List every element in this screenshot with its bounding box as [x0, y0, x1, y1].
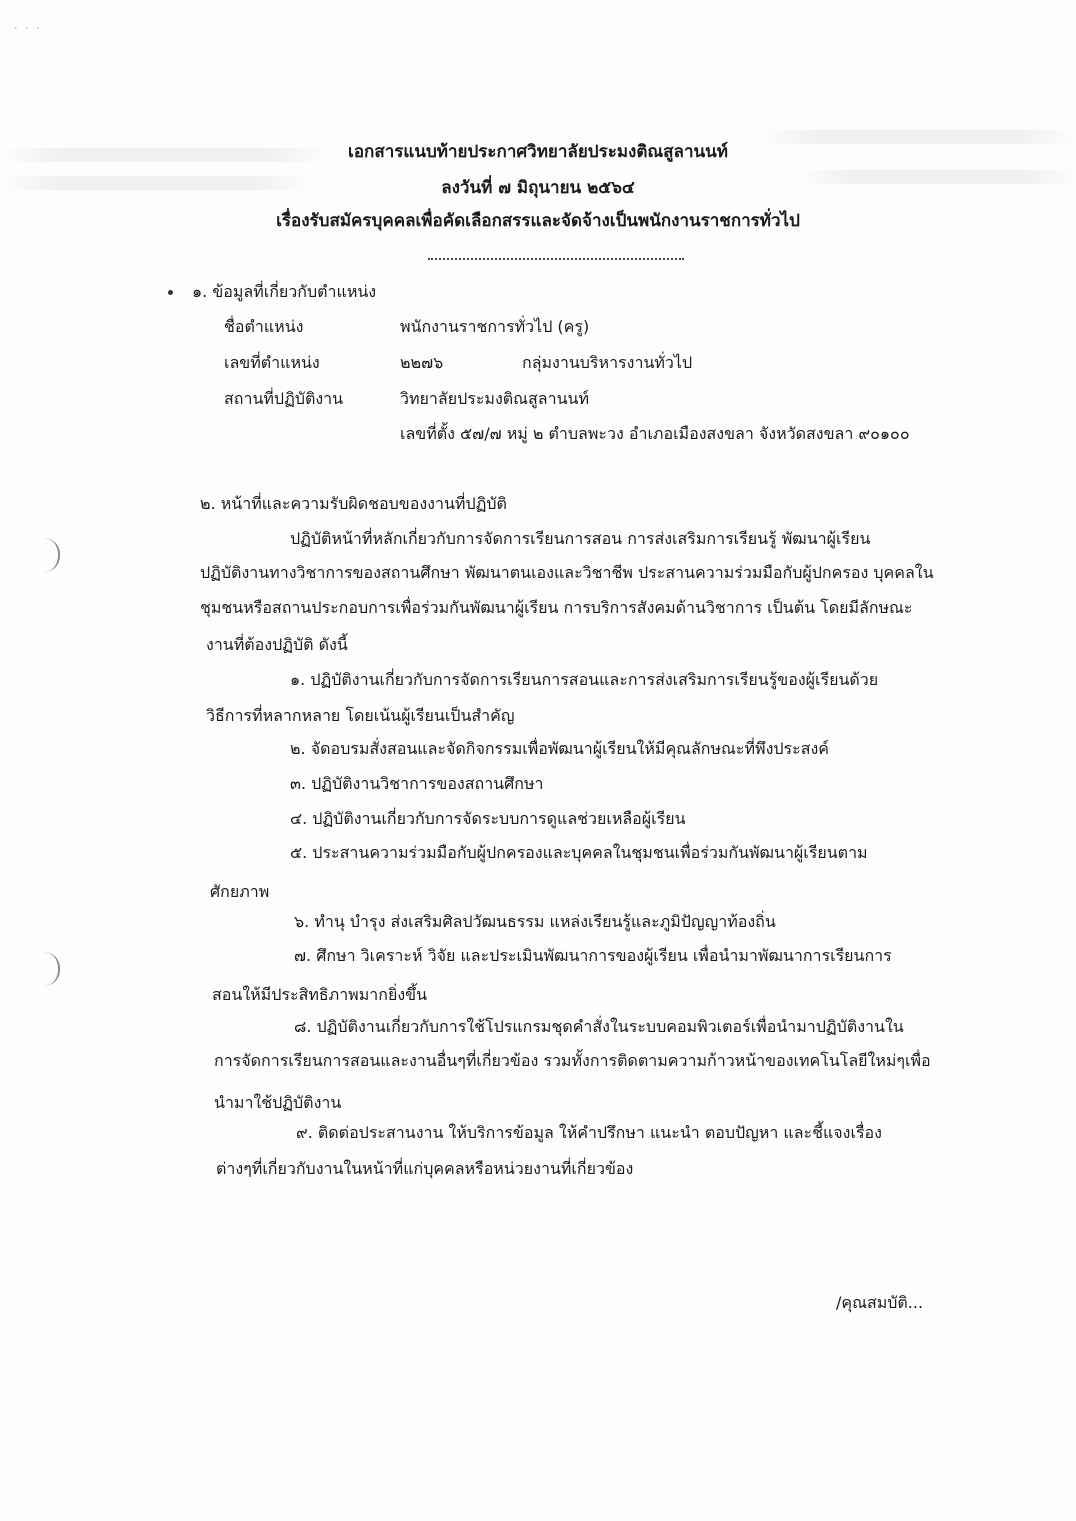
workplace-address: เลขที่ตั้ง ๕๗/๗ หมู่ ๒ ตำบลพะวง อำเภอเมืองสงขลา จังหวัดสงขลา ๙๐๑๐๐ — [400, 424, 910, 443]
duty-item-7-cont: สอนให้มีประสิทธิภาพมากยิ่งขึ้น — [212, 985, 427, 1004]
duty-item-6: ๖. ทำนุ บำรุง ส่งเสริมศิลปวัฒนธรรม แหล่งเรียนรู้และภูมิปัญญาท้องถิ่น — [294, 912, 776, 931]
workplace-value: วิทยาลัยประมงติณสูลานนท์ — [400, 389, 589, 408]
duty-item-1: ๑. ปฏิบัติงานเกี่ยวกับการจัดการเรียนการสอนและการส่งเสริมการเรียนรู้ของผู้เรียนด้วย — [290, 670, 879, 689]
section2-heading: ๒. หน้าที่และความรับผิดชอบของงานที่ปฏิบัติ — [200, 494, 507, 513]
duty-item-8-cont: การจัดการเรียนการสอนและงานอื่นๆที่เกี่ยวข้อง รวมทั้งการติดตามความก้าวหน้าของเทคโนโลยีใหม่ๆเพื่อ — [214, 1051, 931, 1070]
scan-artifact: · · · — [14, 22, 42, 35]
page-continuation: /คุณสมบัติ... — [836, 1293, 924, 1312]
position-group: กลุ่มงานบริหารงานทั่วไป — [522, 353, 693, 372]
duty-item-9-cont: ต่างๆที่เกี่ยวกับงานในหน้าที่แก่บุคคลหรือหน่วยงานที่เกี่ยวข้อง — [216, 1159, 634, 1178]
punch-hole-mark — [44, 952, 60, 986]
intro-line: ปฏิบัติหน้าที่หลักเกี่ยวกับการจัดการเรียนการสอน การส่งเสริมการเรียนรู้ พัฒนาผู้เรียน — [290, 529, 871, 548]
bullet-dot — [168, 290, 173, 295]
duty-item-5-cont: ศักยภาพ — [210, 882, 270, 901]
divider — [428, 258, 684, 260]
duty-item-8: ๘. ปฏิบัติงานเกี่ยวกับการใช้โปรแกรมชุดคำสั่งในระบบคอมพิวเตอร์เพื่อนำมาปฏิบัติงานใน — [294, 1017, 904, 1036]
position-number-value: ๒๒๗๖ — [400, 353, 444, 372]
duty-item-3: ๓. ปฏิบัติงานวิชาการของสถานศึกษา — [290, 774, 544, 793]
position-number-label: เลขที่ตำแหน่ง — [224, 353, 320, 372]
document-date: ลงวันที่ ๗ มิถุนายน ๒๕๖๔ — [441, 178, 635, 198]
duty-item-5: ๕. ประสานความร่วมมือกับผู้ปกครองและบุคคลในชุมชนเพื่อร่วมกันพัฒนาผู้เรียนตาม — [290, 843, 868, 862]
document-subject: เรื่องรับสมัครบุคคลเพื่อคัดเลือกสรรและจัดจ้างเป็นพนักงานราชการทั่วไป — [276, 211, 800, 231]
punch-hole-mark — [44, 538, 60, 572]
duty-item-9: ๙. ติดต่อประสานงาน ให้บริการข้อมูล ให้คำปรึกษา แนะนำ ตอบปัญหา และชี้แจงเรื่อง — [296, 1123, 882, 1142]
intro-line: ชุมชนหรือสถานประกอบการเพื่อร่วมกันพัฒนาผู้เรียน การบริการสังคมด้านวิชาการ เป็นต้น โดยมีลักษณะ — [200, 598, 913, 617]
duty-item-1-cont: วิธีการที่หลากหลาย โดยเน้นผู้เรียนเป็นสำคัญ — [206, 706, 515, 725]
intro-line: งานที่ต้องปฏิบัติ ดังนี้ — [206, 635, 348, 654]
intro-line: ปฏิบัติงานทางวิชาการของสถานศึกษา พัฒนาตนเองและวิชาชีพ ประสานความร่วมมือกับผู้ปกครอง บุคคลใน — [200, 563, 934, 582]
duty-item-2: ๒. จัดอบรมสั่งสอนและจัดกิจกรรมเพื่อพัฒนาผู้เรียนให้มีคุณลักษณะที่พึงประสงค์ — [290, 739, 829, 758]
duty-item-8-cont: นำมาใช้ปฏิบัติงาน — [214, 1093, 342, 1112]
workplace-label: สถานที่ปฏิบัติงาน — [224, 389, 344, 408]
document-title: เอกสารแนบท้ายประกาศวิทยาลัยประมงติณสูลานนท์ — [348, 142, 728, 162]
position-name-label: ชื่อตำแหน่ง — [224, 317, 304, 336]
duty-item-7: ๗. ศึกษา วิเคราะห์ วิจัย และประเมินพัฒนาการของผู้เรียน เพื่อนำมาพัฒนาการเรียนการ — [294, 946, 892, 965]
section1-heading: ๑. ข้อมูลที่เกี่ยวกับตำแหน่ง — [192, 282, 377, 301]
position-name-value: พนักงานราชการทั่วไป (ครู) — [400, 317, 590, 336]
duty-item-4: ๔. ปฏิบัติงานเกี่ยวกับการจัดระบบการดูแลช่วยเหลือผู้เรียน — [290, 809, 686, 828]
